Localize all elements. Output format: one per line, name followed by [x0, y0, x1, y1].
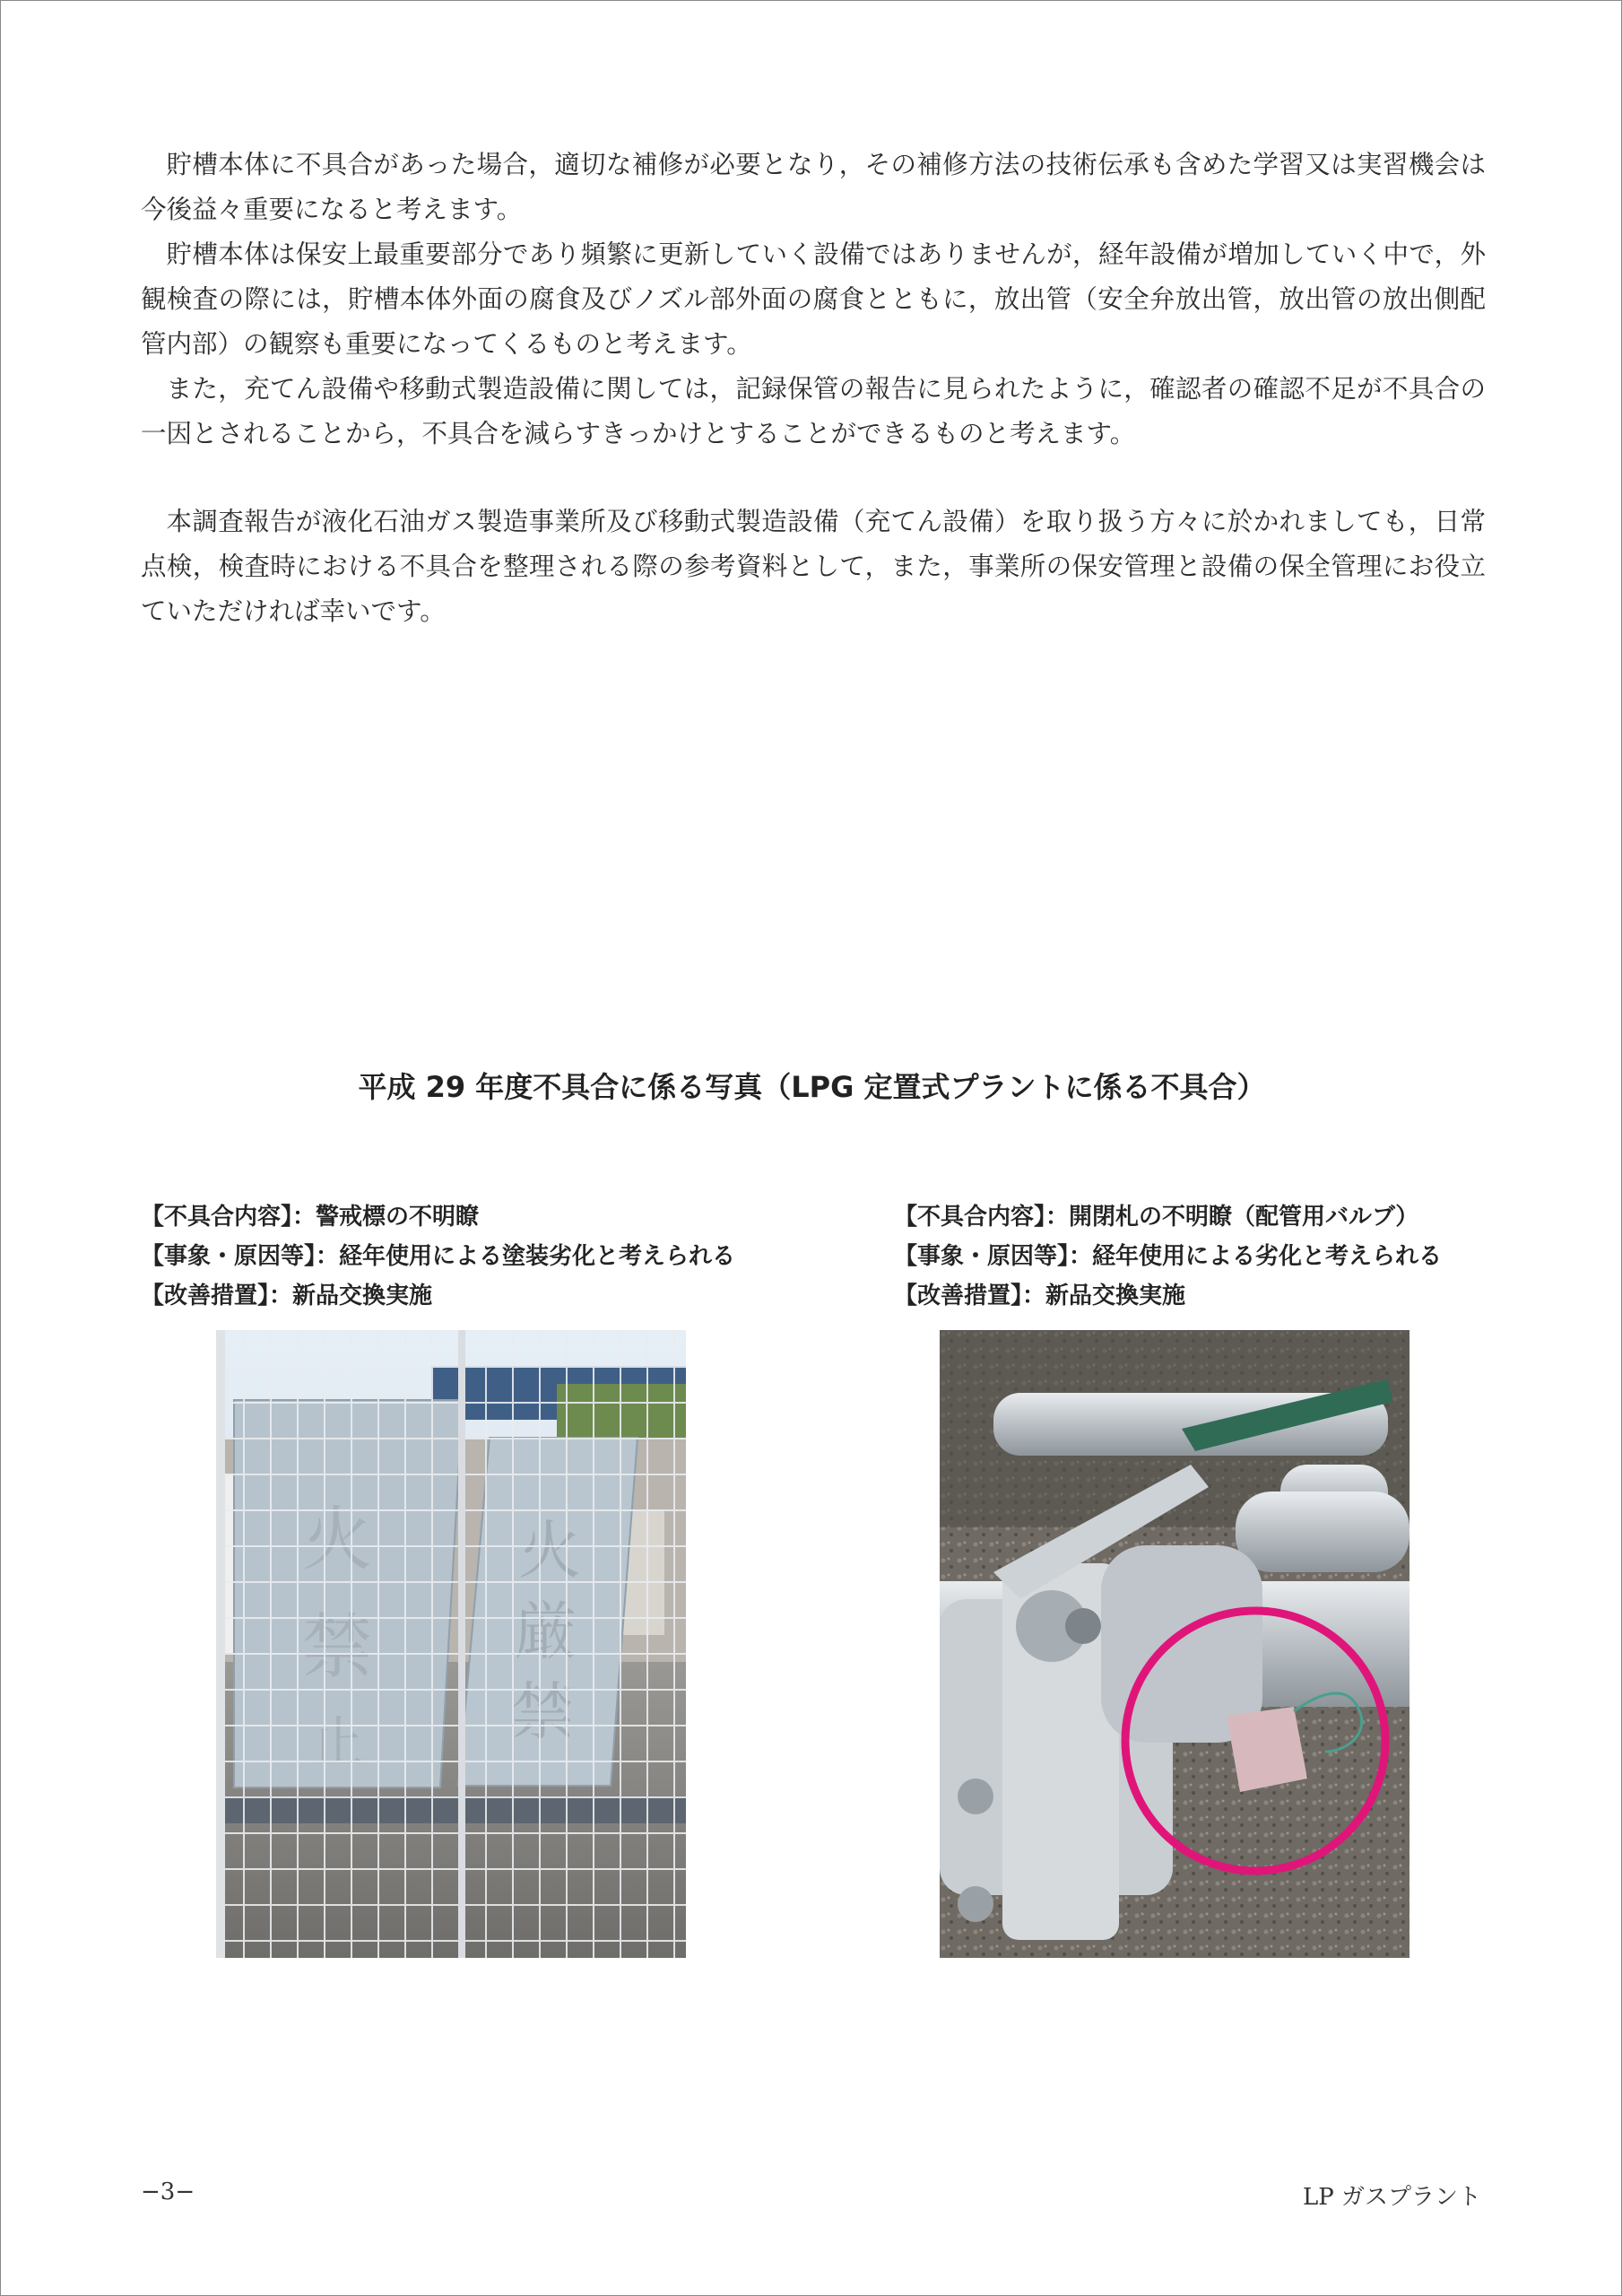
paragraph-4: 本調査報告が液化石油ガス製造事業所及び移動式製造設備（充てん設備）を取り扱う方々に於かれましても，日常点検，検査時における不具合を整理される際の参考資料として，また，事業所の保安管理と設備の保全管理にお役立ていただければ幸いです。	[141, 507, 1486, 626]
valve-tag-photo	[940, 1330, 1409, 1958]
section-title: 平成 29 年度不具合に係る写真（LPG 定置式プラントに係る不具合）	[358, 1070, 1266, 1104]
case-left-action: 【改善措置】：新品交換実施	[141, 1283, 433, 1309]
paragraph-2: 貯槽本体は保安上最重要部分であり頻繁に更新していく設備ではありませんが，経年設備が増加していく中で，外観検査の際には，貯槽本体外面の腐食及びノズル部外面の腐食とともに，放出管（安全弁放出管，放出管の放出側配管内部）の観察も重要になってくるものと考えます。	[141, 239, 1486, 359]
paragraph-1: 貯槽本体に不具合があった場合，適切な補修が必要となり，その補修方法の技術伝承も含めた学習又は実習機会は今後益々重要になると考えます。	[141, 150, 1486, 224]
case-right	[894, 1197, 1442, 1316]
case-right-cause: 【事象・原因等】：経年使用による劣化と考えられる	[894, 1243, 1443, 1270]
paragraph-3: また，充てん設備や移動式製造設備に関しては，記録保管の報告に見られたように，確認者の確認不足が不具合の一因とされることから，不具合を減らすきっかけとすることができるものと考えます。	[141, 374, 1486, 448]
case-right-action: 【改善措置】：新品交換実施	[894, 1283, 1186, 1309]
case-left	[141, 1197, 735, 1316]
page-number: −3−	[141, 2179, 195, 2205]
case-right-content: 【不具合内容】：開閉札の不明瞭（配管用バルブ）	[894, 1204, 1419, 1231]
case-left-content: 【不具合内容】：警戒標の不明瞭	[141, 1204, 480, 1231]
body-text	[141, 143, 1486, 634]
case-left-cause: 【事象・原因等】：経年使用による塗装劣化と考えられる	[141, 1243, 736, 1270]
warning-sign-photo	[216, 1330, 686, 1958]
footer-label: LP ガスプラント	[1302, 2184, 1481, 2211]
